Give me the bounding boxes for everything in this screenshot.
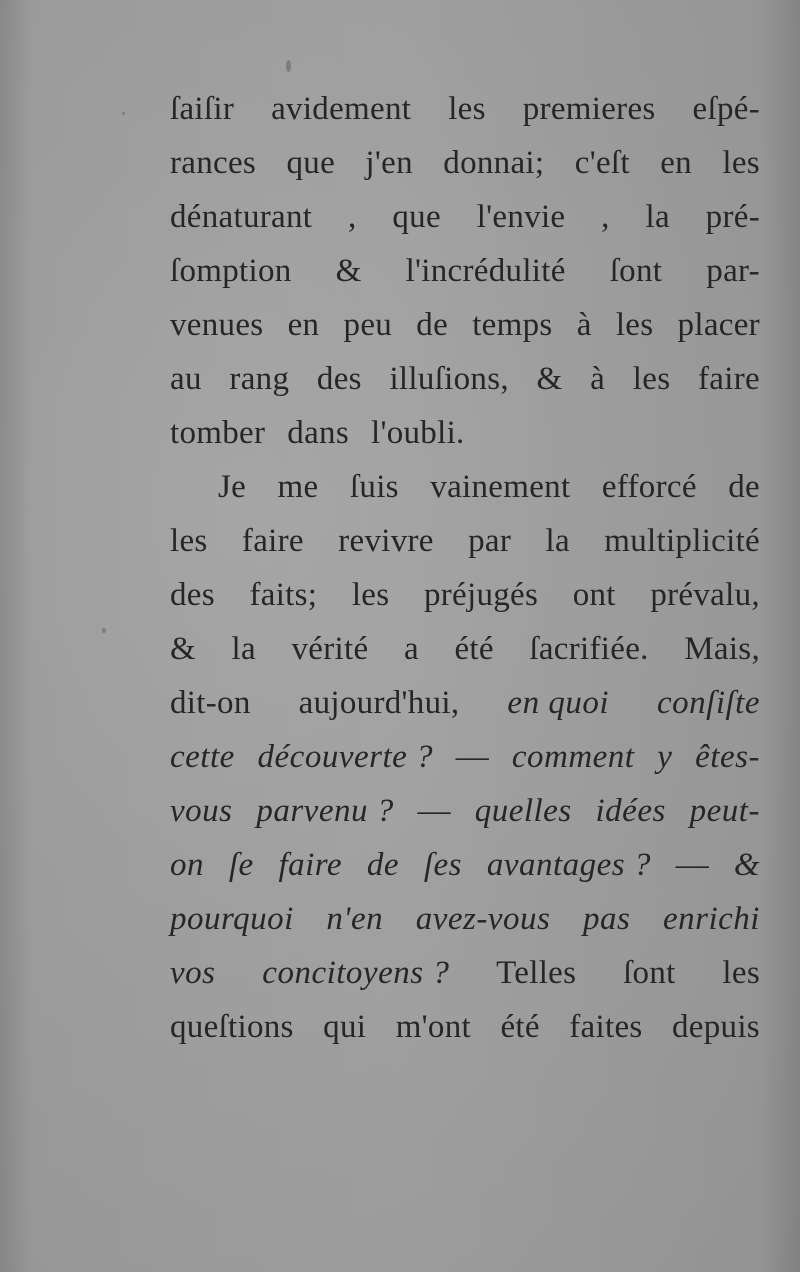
word: ſaiſir	[170, 91, 235, 127]
word: êtes-	[695, 739, 760, 775]
word: on	[170, 847, 204, 883]
word: par-	[706, 253, 760, 289]
word: peu	[343, 307, 393, 343]
word: —	[417, 793, 451, 829]
text-line	[170, 622, 760, 676]
word: m'ont	[395, 1009, 471, 1045]
text-line	[170, 136, 760, 190]
word: ſuis	[349, 469, 399, 505]
word: de	[728, 469, 760, 505]
ink-speck	[286, 60, 291, 72]
word: parvenu ?	[256, 793, 394, 829]
word: cette	[170, 739, 235, 775]
word: vérité	[291, 631, 369, 667]
text-line	[170, 460, 760, 514]
word: Telles	[496, 955, 577, 991]
word: faits;	[249, 577, 318, 613]
word: j'en	[365, 145, 413, 181]
word: les	[722, 955, 760, 991]
word: —	[675, 847, 710, 883]
word: enrichi	[662, 901, 760, 937]
text-line	[170, 406, 760, 460]
word: pré-	[705, 199, 760, 235]
word: l'incrédulité	[405, 253, 566, 289]
word: dénaturant	[170, 199, 313, 235]
word: en	[287, 307, 320, 343]
text-line	[170, 730, 760, 784]
word: &	[335, 253, 362, 289]
word: au	[170, 361, 202, 397]
word: placer	[677, 307, 760, 343]
word: ont	[572, 577, 616, 613]
word: que	[286, 145, 336, 181]
word: préjugés	[423, 577, 539, 613]
word: l'envie	[476, 199, 566, 235]
word: la	[231, 631, 256, 667]
word: rang	[229, 361, 290, 397]
word: a	[403, 631, 419, 667]
word: ,	[601, 199, 610, 235]
word: c'eſt	[574, 145, 630, 181]
word: venues	[170, 307, 264, 343]
word: ſont	[609, 253, 663, 289]
word: aujourd'hui,	[298, 685, 460, 721]
word: pourquoi	[170, 901, 294, 937]
text-line	[170, 946, 760, 1000]
word: ſont	[623, 955, 676, 991]
word: &	[536, 361, 563, 397]
word: rances	[170, 145, 257, 181]
text-line	[170, 82, 760, 136]
word: &	[733, 847, 760, 883]
text-line	[170, 1000, 760, 1054]
word: donnai;	[443, 145, 545, 181]
word: quelles	[474, 793, 572, 829]
text-line	[170, 514, 760, 568]
word: temps	[472, 307, 553, 343]
word: à	[590, 361, 606, 397]
word: conſiſte	[657, 685, 760, 721]
word: ,	[348, 199, 357, 235]
word: été	[500, 1009, 540, 1045]
word: dans	[287, 415, 349, 451]
word: en	[660, 145, 692, 181]
word: depuis	[671, 1009, 760, 1045]
word: l'oubli.	[370, 415, 465, 451]
word: comment	[511, 739, 635, 775]
word: eſpé-	[692, 91, 760, 127]
word: revivre	[338, 523, 434, 559]
word: découverte ?	[257, 739, 434, 775]
word: illuſions,	[389, 361, 509, 397]
text-line	[170, 784, 760, 838]
word: ſes	[423, 847, 463, 883]
word: me	[277, 469, 319, 505]
word: par	[468, 523, 512, 559]
word: y	[657, 739, 673, 775]
word: que	[392, 199, 441, 235]
word: idées	[595, 793, 666, 829]
word: été	[454, 631, 494, 667]
word: —	[455, 739, 490, 775]
text-line	[170, 676, 760, 730]
word: dit-on	[170, 685, 251, 721]
word: Mais,	[684, 631, 760, 667]
ink-speck	[122, 112, 125, 115]
word: avantages ?	[486, 847, 651, 883]
word: à	[576, 307, 592, 343]
word: la	[545, 523, 570, 559]
word: faire	[241, 523, 304, 559]
word: qui	[323, 1009, 367, 1045]
text-line	[170, 568, 760, 622]
word: les	[448, 91, 486, 127]
word: n'en	[326, 901, 384, 937]
word: prévalu,	[650, 577, 760, 613]
ink-speck	[102, 628, 106, 633]
word: peut-	[689, 793, 760, 829]
word: &	[170, 631, 196, 667]
word: faites	[569, 1009, 643, 1045]
word: ſe	[228, 847, 254, 883]
word: les	[632, 361, 671, 397]
word: ſacrifiée.	[529, 631, 649, 667]
word: tomber	[170, 415, 266, 451]
word: pas	[583, 901, 631, 937]
word: avidement	[271, 91, 412, 127]
word: efforcé	[601, 469, 697, 505]
text-line	[170, 244, 760, 298]
word: Je	[218, 469, 247, 505]
word: les	[615, 307, 654, 343]
word: vos	[170, 955, 216, 991]
word: les	[722, 145, 760, 181]
word: vous	[170, 793, 233, 829]
word: vainement	[430, 469, 571, 505]
text-line	[170, 298, 760, 352]
word: faire	[278, 847, 343, 883]
word: faire	[698, 361, 760, 397]
word: concitoyens ?	[262, 955, 450, 991]
text-line	[170, 892, 760, 946]
text-line	[170, 190, 760, 244]
word: de	[416, 307, 449, 343]
word: la	[645, 199, 670, 235]
word: les	[170, 523, 208, 559]
text-line	[170, 352, 760, 406]
word: de	[366, 847, 400, 883]
word: des	[170, 577, 215, 613]
text-line	[170, 838, 760, 892]
body-text	[170, 82, 760, 1054]
word: queſtions	[170, 1009, 294, 1045]
word: des	[316, 361, 362, 397]
word: avez-vous	[415, 901, 551, 937]
word: ſomption	[170, 253, 292, 289]
word: les	[351, 577, 390, 613]
word: multiplicité	[604, 523, 760, 559]
word: en quoi	[507, 685, 609, 721]
word: premieres	[522, 91, 656, 127]
